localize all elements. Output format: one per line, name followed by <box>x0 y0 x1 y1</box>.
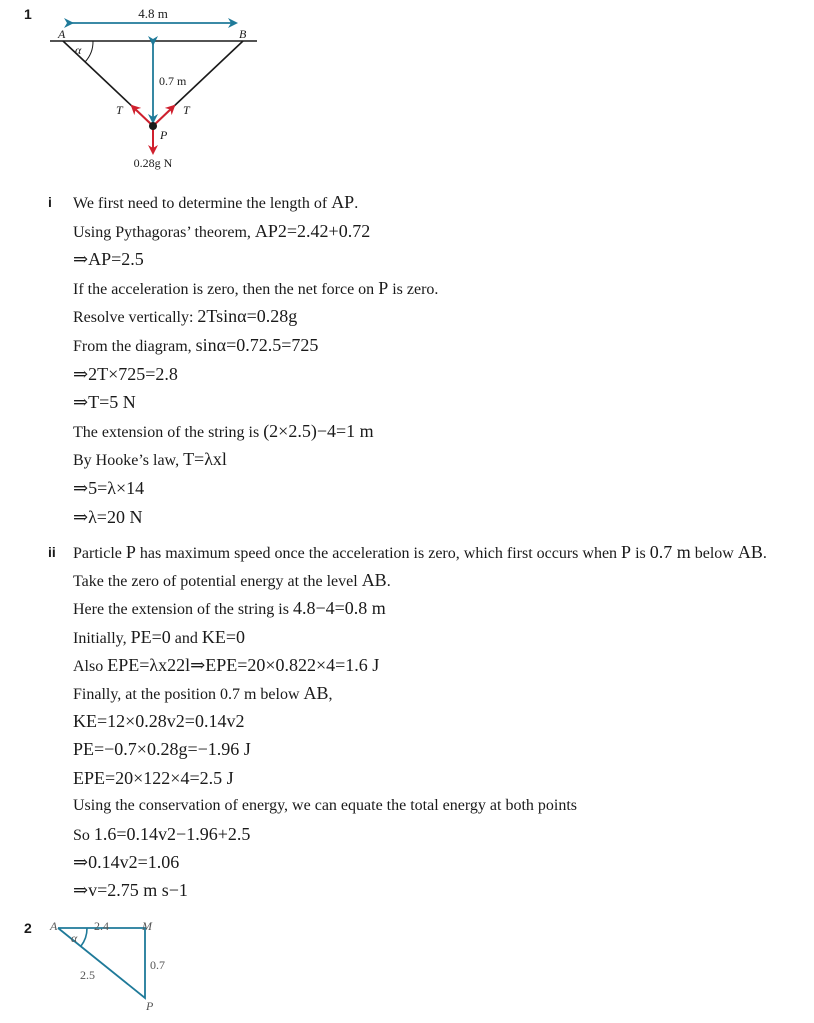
math-expression: ⇒λ=20 N <box>73 506 143 527</box>
text-segment: and <box>170 629 202 647</box>
solution-line <box>73 598 386 620</box>
text-segment: is <box>631 545 650 562</box>
solution-line <box>73 278 438 300</box>
question-number-2: 2 <box>24 920 32 936</box>
solution-line <box>73 478 144 500</box>
solution-line <box>73 824 250 846</box>
question-number-1: 1 <box>24 6 32 22</box>
text-segment: Resolve vertically: <box>73 309 198 327</box>
solution-line <box>73 739 251 761</box>
math-expression: EPE=20×122×4=2.5 J <box>73 767 234 788</box>
text-segment: has maximum speed once the acceleration is zero, which first occurs when <box>135 545 622 562</box>
solution-line <box>73 221 370 243</box>
angle-label: α <box>75 43 82 57</box>
solution-line <box>73 507 142 529</box>
point-a-label: A <box>58 27 66 41</box>
solution-line <box>73 421 374 443</box>
math-expression: AP2=2.42+0.72 <box>254 220 371 241</box>
math-expression: P <box>378 277 389 298</box>
width-label: 4.8 m <box>138 6 168 21</box>
text-segment: By Hooke’s law, <box>73 452 184 470</box>
solution-line <box>73 627 245 649</box>
text-segment: Here the extension of the string is <box>73 601 293 619</box>
part-i-label: i <box>48 194 52 210</box>
math-expression: ⇒0.14v2=1.06 <box>73 852 180 873</box>
text-segment: Take the zero of potential energy at the level <box>73 573 362 591</box>
point-b-label: B <box>239 27 247 41</box>
math-expression: PE=0 <box>130 626 171 647</box>
math-expression: KE=12×0.28v2=0.14v2 <box>73 711 245 732</box>
solution-line <box>73 335 318 357</box>
text-segment: Using the conservation of energy, we can equate the total energy at both points <box>73 796 577 814</box>
solution-line <box>73 542 767 564</box>
text-segment: Finally, at the position 0.7 m below <box>73 686 304 703</box>
point-a-label-2: A <box>50 919 58 933</box>
point-p-label-2: P <box>146 999 154 1013</box>
math-expression: T=λxl <box>183 449 227 470</box>
math-expression: EPE=λx22l⇒EPE=20×0.822×4=1.6 J <box>107 654 380 675</box>
text-segment: . <box>354 195 359 212</box>
text-segment: From the diagram, <box>73 338 196 355</box>
text-segment: Also <box>73 657 108 675</box>
math-expression: AB <box>303 683 329 703</box>
math-expression: 0.7 m <box>649 542 691 562</box>
math-expression: ⇒v=2.75 m s−1 <box>73 880 188 901</box>
solution-line <box>73 880 188 902</box>
point-p-label: P <box>160 128 168 142</box>
triangle-diagram <box>0 905 220 1023</box>
weight-label: 0.28g N <box>133 156 173 170</box>
angle-label-2: α <box>71 931 78 945</box>
tension-right-label: T <box>183 103 190 117</box>
am-length-label: 2.4 <box>94 919 109 933</box>
part-ii-label: ii <box>48 544 56 560</box>
solution-line <box>73 364 178 386</box>
solution-line <box>73 249 144 271</box>
solution-line <box>73 306 297 328</box>
math-expression: ⇒T=5 N <box>73 392 136 413</box>
text-segment: Using Pythagoras’ theorem, <box>73 223 255 241</box>
text-segment: . <box>386 573 391 591</box>
text-segment: . <box>762 545 767 562</box>
text-segment: So <box>73 827 94 844</box>
math-expression: PE=−0.7×0.28g=−1.96 J <box>73 739 251 760</box>
solution-line <box>73 683 333 705</box>
angle-arc-2 <box>81 928 87 946</box>
solution-line <box>73 796 577 816</box>
math-expression: 1.6=0.14v2−1.96+2.5 <box>93 824 251 844</box>
text-segment: We first need to determine the length of <box>73 195 332 212</box>
particle-p <box>149 122 157 130</box>
math-expression: KE=0 <box>201 626 246 647</box>
math-expression: AP <box>331 192 355 212</box>
math-expression: P <box>125 542 136 562</box>
text-segment: If the acceleration is zero, then the net force on <box>73 280 379 298</box>
math-expression: ⇒AP=2.5 <box>73 249 144 270</box>
solution-line <box>73 192 358 214</box>
ap-length-label: 2.5 <box>80 968 95 982</box>
solution-line <box>73 852 179 874</box>
text-segment: Initially, <box>73 629 131 647</box>
solution-line <box>73 570 391 592</box>
tension-arrow-left <box>132 106 153 126</box>
tension-arrow-right <box>153 106 174 126</box>
math-expression: ⇒2T×725=2.8 <box>73 363 178 384</box>
math-expression: AB <box>737 542 763 562</box>
angle-arc <box>85 41 93 62</box>
solution-line <box>73 768 234 790</box>
point-m-label: M <box>142 919 152 933</box>
tension-left-label: T <box>116 103 123 117</box>
solution-line <box>73 449 227 471</box>
math-expression: AB <box>361 570 387 591</box>
text-segment: below <box>690 545 738 562</box>
depth-label: 0.7 m <box>159 74 187 88</box>
mp-length-label: 0.7 <box>150 958 165 972</box>
text-segment: , <box>328 686 333 703</box>
solution-line <box>73 392 136 414</box>
math-expression: ⇒5=λ×14 <box>73 478 145 498</box>
math-expression: 2Tsinα=0.28g <box>197 306 298 327</box>
solution-line <box>73 711 244 733</box>
solution-line <box>73 655 379 677</box>
text-segment: The extension of the string is <box>73 423 264 441</box>
text-segment: is zero. <box>388 280 439 298</box>
math-expression: 4.8−4=0.8 m <box>292 598 386 619</box>
math-expression: sinα=0.72.5=725 <box>195 335 319 355</box>
math-expression: P <box>621 542 632 562</box>
math-expression: (2×2.5)−4=1 m <box>263 420 374 441</box>
string-diagram <box>0 0 300 180</box>
text-segment: Particle <box>73 545 126 562</box>
